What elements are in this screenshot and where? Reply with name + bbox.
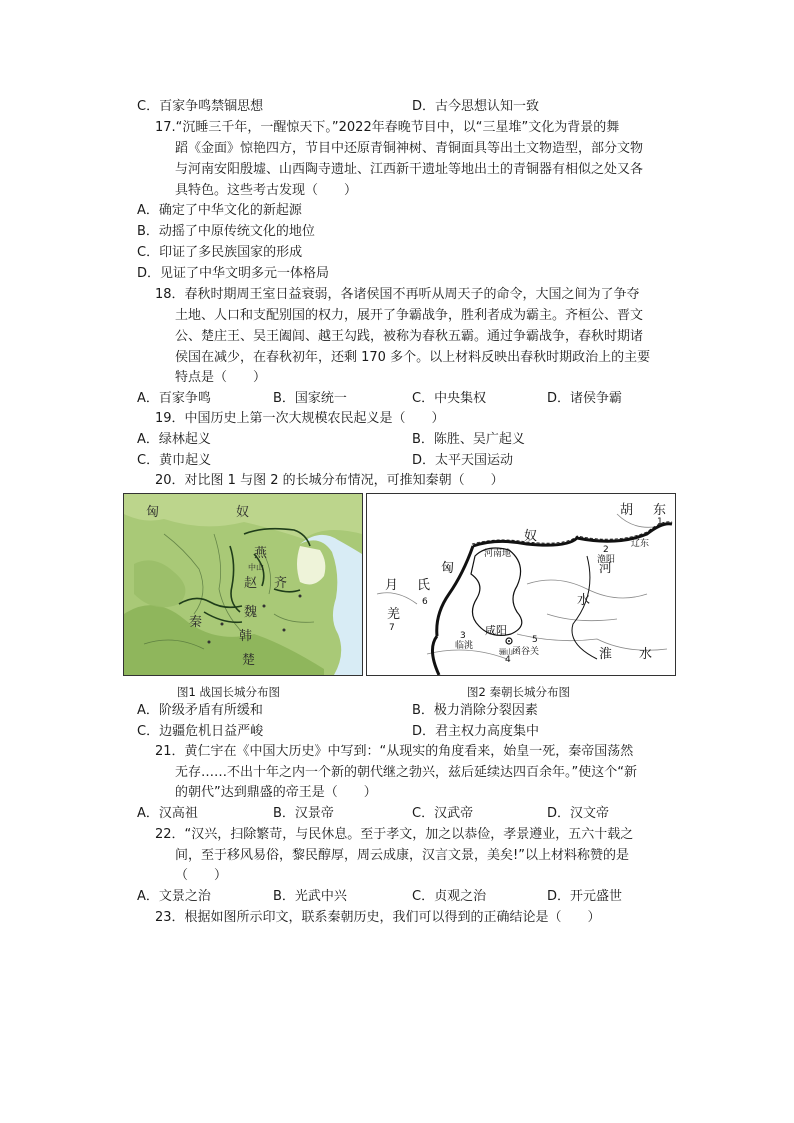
map1-label-wei: 魏 bbox=[244, 605, 258, 620]
map1-label-xiongnu1: 匈 bbox=[146, 505, 160, 520]
map2-label-nu: 奴 bbox=[524, 529, 538, 544]
q21-option-b[interactable]: B．汉景帝 bbox=[273, 806, 334, 821]
map2-label-n3: 3 bbox=[460, 631, 466, 641]
map2-label-n5: 5 bbox=[532, 635, 538, 645]
q22-option-d[interactable]: D．开元盛世 bbox=[547, 889, 623, 904]
q23-stem: 23．根据如图所示印文，联系秦朝历史，我们可以得到的正确结论是（ ） bbox=[155, 910, 601, 925]
q18-stem-line-1: 18．春秋时期周王室日益衰弱，各诸侯国不再听从周天子的命令，大国之间为了争夺 bbox=[155, 287, 640, 302]
map2-label-n2: 2 bbox=[603, 545, 609, 555]
q17-stem-line-2: 蹈《金面》惊艳四方，节目中还原青铜神树、青铜面具等出土文物造型，部分文物 bbox=[175, 141, 644, 156]
q17-option-d[interactable]: D．见证了中华文明多元一体格局 bbox=[137, 266, 330, 281]
q20-stem: 20．对比图 1 与图 2 的长城分布情况，可推知秦朝（ ） bbox=[155, 473, 504, 488]
q20-option-b[interactable]: B．极力消除分裂因素 bbox=[412, 703, 538, 718]
map2-label-lintao: 临洮 bbox=[455, 641, 474, 651]
map2-label-xiong: 匈 bbox=[441, 561, 455, 576]
q22-option-a[interactable]: A．文景之治 bbox=[137, 889, 211, 904]
q21-stem-line-2: 无存……不出十年之内一个新的朝代继之勃兴，兹后延续达四百余年。”使这个“新 bbox=[175, 765, 637, 780]
map2-label-huai: 淮 bbox=[599, 647, 613, 662]
map2-label-yuyang: 渔阳 bbox=[597, 555, 616, 565]
map1-label-zhao: 赵 bbox=[244, 576, 258, 591]
q19-option-c[interactable]: C．黄巾起义 bbox=[137, 453, 212, 468]
map2-label-n6: 6 bbox=[422, 597, 428, 607]
map2-svg bbox=[367, 494, 675, 675]
map2-label-shi: 氏 bbox=[417, 578, 431, 593]
qin-wall-map bbox=[366, 493, 676, 676]
map2-label-shui: 水 bbox=[577, 593, 591, 608]
map2-label-hangu: 函谷关 bbox=[512, 647, 540, 657]
q16-option-c[interactable]: C．百家争鸣禁锢思想 bbox=[137, 99, 264, 114]
q17-option-a[interactable]: A．确定了中华文化的新起源 bbox=[137, 203, 302, 218]
q19-option-d[interactable]: D．太平天国运动 bbox=[412, 453, 514, 468]
map2-label-henan: 河南地 bbox=[484, 549, 512, 559]
q18-stem-line-4: 侯国在减少，在春秋初年，还剩 170 多个。以上材料反映出春秋时期政治上的主要 bbox=[175, 350, 651, 365]
q17-stem-line-1: 17.“沉睡三千年，一醒惊天下。”2022年春晚节目中，以“三星堆”文化为背景的舞 bbox=[155, 120, 620, 135]
map2-label-xianyang: 咸阳 bbox=[485, 624, 507, 637]
map2-label-hu: 胡 bbox=[620, 503, 634, 518]
map2-label-huai-shui: 水 bbox=[639, 647, 653, 662]
map2-label-n7: 7 bbox=[389, 623, 395, 633]
q22-option-b[interactable]: B．光武中兴 bbox=[273, 889, 347, 904]
q22-stem-line-1: 22．“汉兴，扫除繁苛，与民休息。至于孝文，加之以恭俭，孝景遵业，五六十载之 bbox=[155, 827, 634, 842]
q17-option-c[interactable]: C．印证了多民族国家的形成 bbox=[137, 245, 303, 260]
map1-caption: 图1 战国长城分布图 bbox=[177, 685, 280, 699]
q21-stem-line-3: 的朝代”达到鼎盛的帝王是（ ） bbox=[175, 785, 377, 800]
map1-label-han: 韩 bbox=[239, 629, 253, 644]
q21-option-d[interactable]: D．汉文帝 bbox=[547, 806, 610, 821]
map2-label-n1: 1 bbox=[657, 517, 663, 527]
map2-label-liaodong: 辽东 bbox=[631, 539, 650, 549]
q22-stem-line-2: 间，至于移风易俗，黎民醇厚，周云成康，汉言文景，美矣!”以上材料称赞的是 bbox=[175, 848, 629, 863]
q19-option-b[interactable]: B．陈胜、吴广起义 bbox=[412, 432, 525, 447]
q19-stem: 19．中国历史上第一次大规模农民起义是（ ） bbox=[155, 411, 445, 426]
map2-label-qiang: 羌 bbox=[387, 607, 401, 622]
map2-caption: 图2 秦朝长城分布图 bbox=[467, 685, 570, 699]
q18-stem-line-2: 土地、人口和支配别国的权力，展开了争霸战争，胜利者成为霸主。齐桓公、晋文 bbox=[175, 308, 644, 323]
map1-label-chu: 楚 bbox=[242, 653, 256, 668]
map1-label-qin: 秦 bbox=[189, 615, 203, 630]
map2-label-he: 河 bbox=[599, 561, 613, 576]
map2-label-dong: 东 bbox=[653, 503, 667, 518]
q18-option-a[interactable]: A．百家争鸣 bbox=[137, 391, 211, 406]
map2-label-n4: 4 bbox=[505, 655, 511, 665]
map1-svg bbox=[124, 494, 362, 675]
q19-option-a[interactable]: A．绿林起义 bbox=[137, 432, 211, 447]
q20-option-c[interactable]: C．边疆危机日益严峻 bbox=[137, 724, 264, 739]
q18-stem-line-5: 特点是（ ） bbox=[175, 370, 267, 385]
q20-option-a[interactable]: A．阶级矛盾有所缓和 bbox=[137, 703, 263, 718]
q18-stem-line-3: 公、楚庄王、吴王阖闾、越王勾践，被称为春秋五霸。通过争霸战争，春秋时期诸 bbox=[175, 329, 644, 344]
map1-label-zhongshan: 中山 bbox=[248, 563, 264, 572]
q17-stem-line-3: 与河南安阳殷墟、山西陶寺遗址、江西新干遗址等地出土的青铜器有相似之处又各 bbox=[175, 162, 644, 177]
q18-option-b[interactable]: B．国家统一 bbox=[273, 391, 347, 406]
q21-option-a[interactable]: A．汉高祖 bbox=[137, 806, 198, 821]
q21-stem-line-1: 21．黄仁宇在《中国大历史》中写到：“从现实的角度看来，始皇一死，秦帝国荡然 bbox=[155, 744, 634, 759]
q18-option-c[interactable]: C．中央集权 bbox=[412, 391, 487, 406]
q22-option-c[interactable]: C．贞观之治 bbox=[412, 889, 487, 904]
map2-label-yue: 月 bbox=[385, 578, 399, 593]
q18-option-d[interactable]: D．诸侯争霸 bbox=[547, 391, 623, 406]
q16-option-d[interactable]: D．古今思想认知一致 bbox=[412, 99, 540, 114]
map1-label-qi: 齐 bbox=[274, 576, 288, 591]
q17-stem-line-4: 具特色。这些考古发现（ ） bbox=[175, 183, 358, 198]
q21-option-c[interactable]: C．汉武帝 bbox=[412, 806, 474, 821]
warring-states-wall-map bbox=[123, 493, 363, 676]
q22-stem-line-3: （ ） bbox=[175, 868, 228, 883]
q17-option-b[interactable]: B．动摇了中原传统文化的地位 bbox=[137, 224, 315, 239]
map1-label-yan: 燕 bbox=[254, 546, 268, 561]
map2-label-lishan: 骊山 bbox=[499, 648, 513, 656]
map1-label-xiongnu2: 奴 bbox=[236, 505, 250, 520]
q20-option-d[interactable]: D．君主权力高度集中 bbox=[412, 724, 540, 739]
